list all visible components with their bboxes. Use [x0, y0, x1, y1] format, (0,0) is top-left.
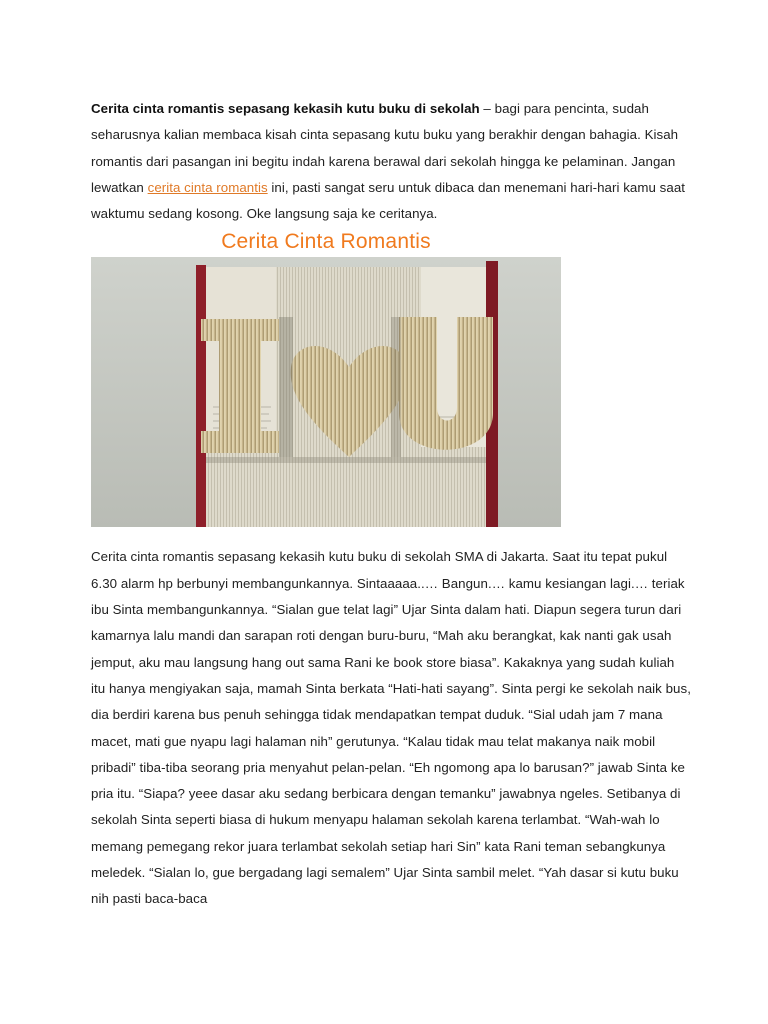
- folded-book-photo: [91, 257, 561, 527]
- cerita-cinta-romantis-link[interactable]: cerita cinta romantis: [147, 179, 268, 195]
- intro-text-2: ini, pasti sangat seru untuk dibaca dan menemani hari-hari kamu saat waktumu sedang kosong. Oke langsung saja ke ceritanya.: [91, 179, 686, 222]
- intro-text-1: – bagi para pencinta, sudah seharusnya kalian membaca kisah cinta sepasang kutu buku yang berakhir dengan bahagia. Kisah romantis dari pasangan ini begitu indah karena berawal dari sekolah hingga ke pelaminan. Jangan lewatkan: [91, 101, 679, 195]
- intro-paragraph: [91, 96, 691, 227]
- intro-bold-lead: Cerita cinta romantis sepasang kekasih kutu buku di sekolah: [91, 101, 480, 116]
- document-page: [91, 96, 691, 913]
- story-paragraph: Cerita cinta romantis sepasang kekasih kutu buku di sekolah SMA di Jakarta. Saat itu tepat pukul 6.30 alarm hp berbunyi membangunkannya. Sintaaaaa..… Bangun.… kamu kesiangan lagi.… teriak ibu Sinta membangunkannya. “Sialan gue telat lagi” Ujar Sinta dalam hati. Diapun segera turun dari kamarnya lalu mandi dan sarapan roti dengan buru-buru, “Mah aku berangkat, kak nanti gak usah jemput, aku mau langsung hang out sama Rani ke book store biasa”. Kakaknya yang sudah kuliah itu hanya mengiyakan saja, mamah Sinta berkata “Hati-hati sayang”. Sinta pergi ke sekolah naik bus, dia berdiri karena bus penuh sehingga tidak mendapatkan tempat duduk. “Sial udah jam 7 mana macet, mati gue nyapu lagi halaman nih” gerutunya. “Kalau tidak mau telat makanya naik mobil pribadi” tiba-tiba seorang pria menyahut pelan-pelan. “Eh ngomong apa lo barusan?” jawab Sinta ke pria itu. “Siapa? yeee dasar aku sedang berbicara dengan temanku” jawabnya ngeles. Setibanya di sekolah Sinta seperti biasa di hukum menyapu halaman sekolah karena terlambat. “Wah-wah lo memang pemegang rekor juara terlambat sekolah setiap hari Sin” kata Rani teman sebangkunya meledek. “Sialan lo, gue bergadang lagi semalem” Ujar Sinta sambil melet. “Yah dasar si kutu buku nih pasti baca-baca: [91, 549, 691, 907]
- image-title: Cerita Cinta Romantis: [221, 230, 431, 254]
